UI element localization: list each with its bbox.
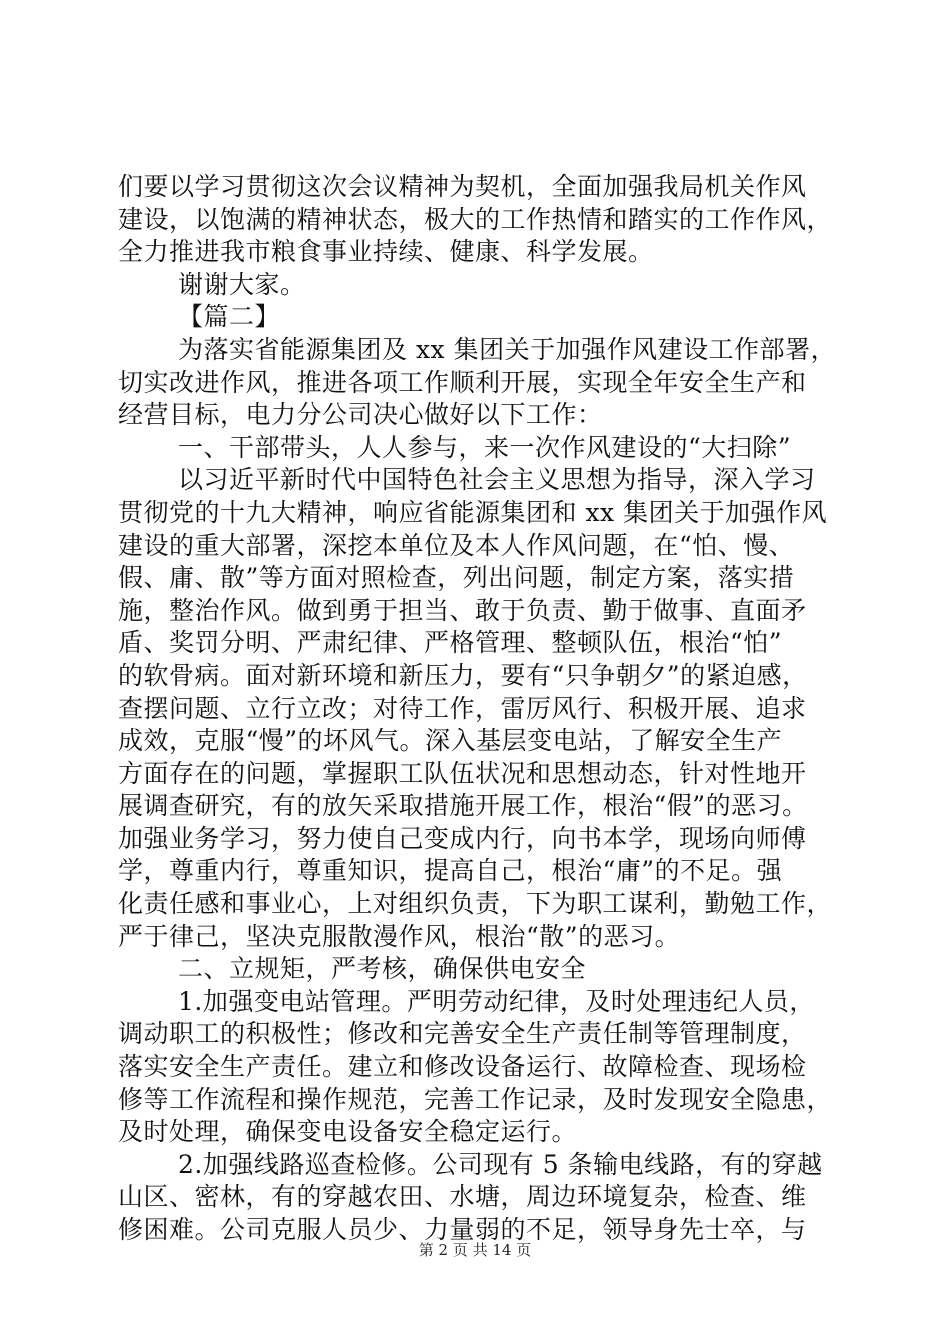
text-line: 以习近平新时代中国特色社会主义思想为指导，深入学习 [178,465,816,495]
text-line: 落实安全生产责任。建立和修改设备运行、故障检查、现场检 [118,1052,807,1082]
text-line: 调动职工的积极性；修改和完善安全生产责任制等管理制度， [118,1019,807,1049]
text-line: 修困难。公司克服人员少、力量弱的不足，领导身先士卒，与 [118,1215,807,1244]
text-line: 为落实省能源集团及 xx 集团关于加强作风建设工作部署， [178,334,837,364]
text-line: 展调查研究，有的放矢采取措施开展工作，根治“假”的恶习。 [118,791,808,821]
text-line: 【篇二】 [178,302,281,332]
text-line: 二、立规矩，严考核，确保供电安全 [178,954,587,984]
text-line: 的软骨病。面对新环境和新压力，要有“只争朝夕”的紧迫感， [118,660,808,690]
text-line: 方面存在的问题，掌握职工队伍状况和思想动态，针对性地开 [118,758,807,788]
text-line: 全力推进我市粮食事业持续、健康、科学发展。 [118,237,654,267]
text-line: 成效，克服“慢”的坏风气。深入基层变电站，了解安全生产 [118,726,783,756]
text-line: 切实改进作风，推进各项工作顺利开展，实现全年安全生产和 [118,367,807,397]
text-line: 贯彻党的十九大精神，响应省能源集团和 xx 集团关于加强作风 [118,497,828,527]
text-line: 加强业务学习，努力使自己变成内行，向书本学，现场向师傅 [118,823,807,853]
text-line: 修等工作流程和操作规范，完善工作记录，及时发现安全隐患， [118,1084,833,1114]
text-line: 建设，以饱满的精神状态，极大的工作热情和踏实的工作作风， [118,204,833,234]
text-line: 1.加强变电站管理。严明劳动纪律，及时处理违纪人员， [178,986,815,1016]
text-line: 建设的重大部署，深挖本单位及本人作风问题，在“怕、慢、 [118,530,795,560]
text-line: 化责任感和事业心，上对组织负责，下为职工谋利，勤勉工作， [118,889,833,919]
text-line: 施，整治作风。做到勇于担当、敢于负责、勤于做事、直面矛 [118,595,807,625]
text-line: 查摆问题、立行立改；对待工作，雷厉风行、积极开展、追求 [118,693,807,723]
text-line: 2.加强线路巡查检修。公司现有 5 条输电线路，有的穿越 [178,1149,823,1179]
text-line: 学，尊重内行，尊重知识，提高自己，根治“庸”的不足。强 [118,856,783,886]
text-line: 经营目标，电力分公司决心做好以下工作： [118,400,603,430]
page-footer: 第 2 页 共 14 页 [418,1241,532,1259]
text-line: 及时处理，确保变电设备安全稳定运行。 [118,1117,578,1147]
text-line: 谢谢大家。 [178,269,306,299]
text-line: 盾、奖罚分明、严肃纪律、严格管理、整顿队伍，根治“怕” [118,628,783,658]
text-line: 山区、密林，有的穿越农田、水塘，周边环境复杂，检查、维 [118,1182,807,1212]
text-line: 一、干部带头，人人参与，来一次作风建设的“大扫除” [178,432,792,462]
document-body [118,171,838,1247]
text-line: 假、庸、散”等方面对照检查，列出问题，制定方案，落实措 [118,563,795,593]
text-line: 们要以学习贯彻这次会议精神为契机，全面加强我局机关作风 [118,172,807,201]
text-line: 严于律己，坚决克服散漫作风，根治“散”的恶习。 [118,921,681,951]
